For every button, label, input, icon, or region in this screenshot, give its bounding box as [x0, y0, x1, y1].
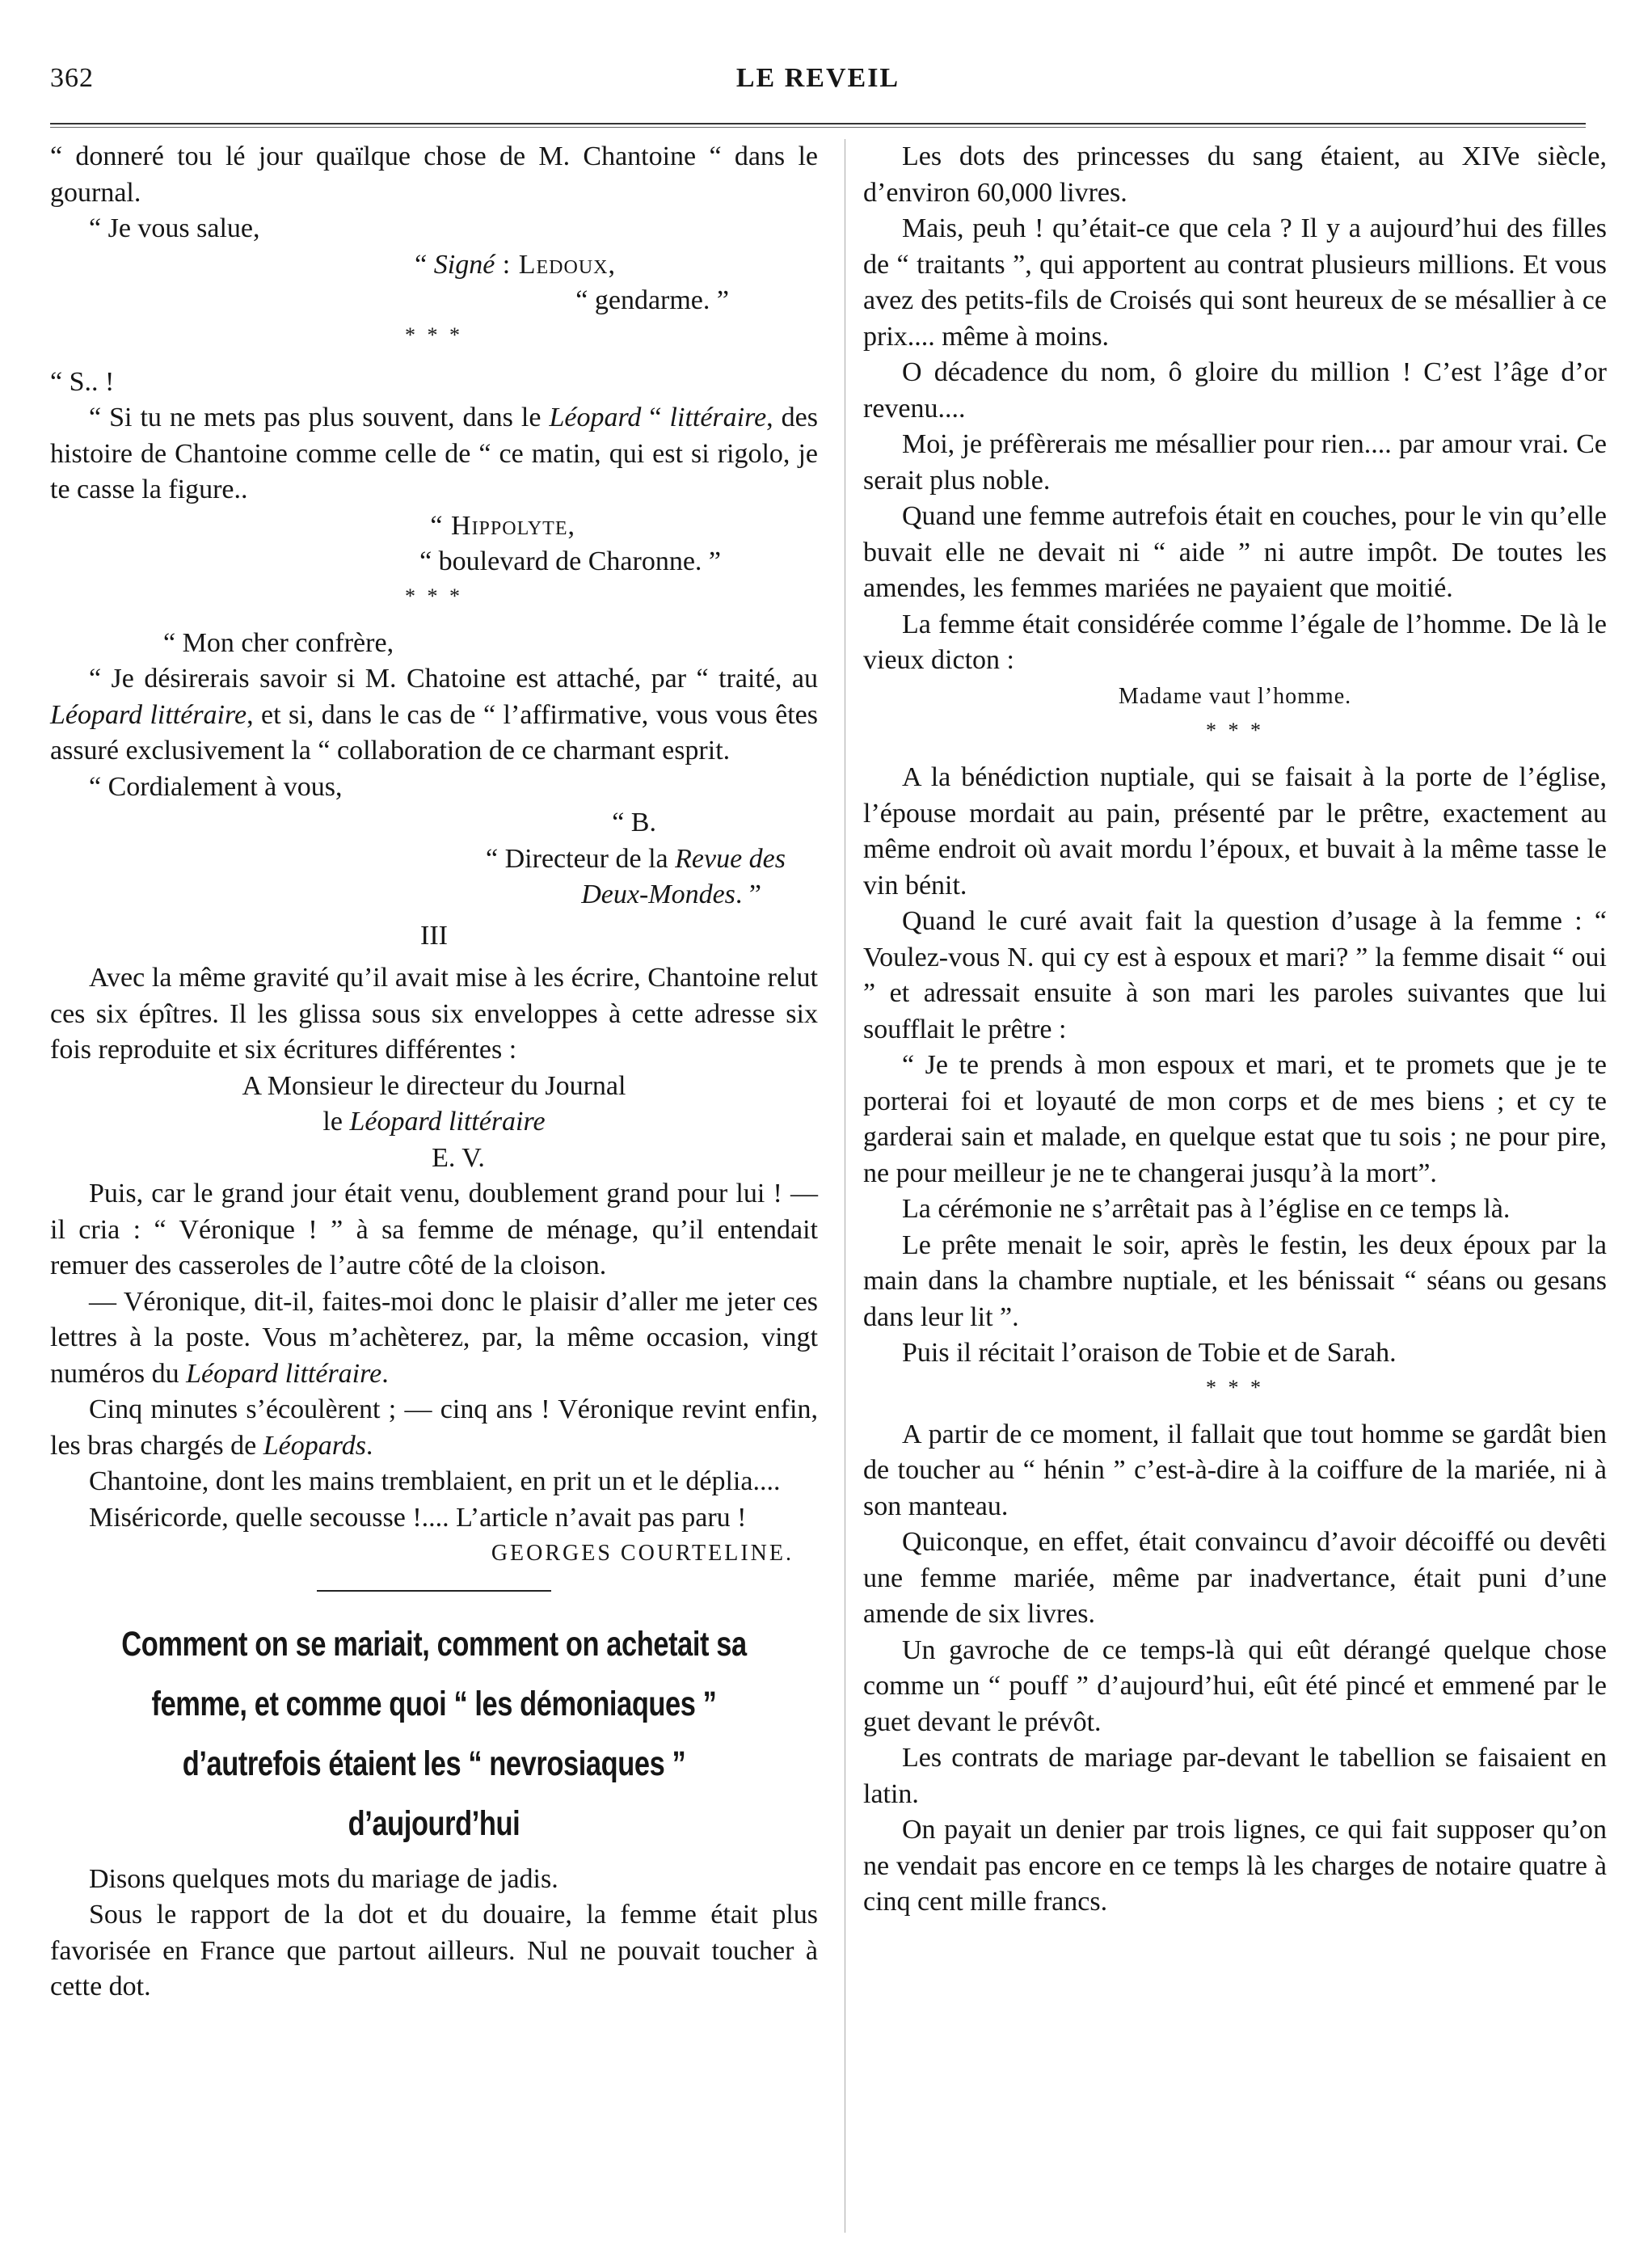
- paragraph: La femme était considérée comme l’égale de l’homme. De là le vieux dicton :: [863, 609, 1607, 675]
- paragraph: Mais, peuh ! qu’était-ce que cela ? Il y a aujourd’hui des filles de “ traitants ”, qui apportent au contrat plusieurs millions. Et vous avez des petits-fils de Croisés qui sont heureux de se mésallier à ce prix.... même à moins.: [863, 213, 1607, 352]
- asterism: * * *: [1206, 1375, 1264, 1399]
- signature-address: “ boulevard de Charonne. ”: [419, 546, 721, 576]
- author-signature: GEORGES COURTELINE.: [491, 1541, 794, 1566]
- right-column: [863, 139, 1607, 1921]
- paragraph: — Véronique, dit-il, faites-moi donc le plaisir d’aller me jeter ces lettres à la poste. Vous m’achèterez, par, la même occasion, vingt numéros du Léopard littéraire.: [50, 1286, 818, 1389]
- letter-text: “ donneré tou lé jour quaïlque chose de M. Chantoine “ dans le gournal.: [50, 141, 818, 208]
- paragraph: Le prête menait le soir, après le festin, les deux époux par la main dans la chambre nuptiale, et les bénissait “ séans ou gesans dans leur lit ”.: [863, 1230, 1607, 1332]
- paragraph: Moi, je préfèrerais me mésallier pour rien.... par amour vrai. Ce serait plus noble.: [863, 429, 1607, 496]
- paragraph: Quand le curé avait fait la question d’usage à la femme : “ Voulez-vous N. qui cy est à espoux et mari? ” la femme disait “ oui ” et adressait ensuite à son mari les paroles suivantes que lui soufflait le prêtre :: [863, 906, 1607, 1044]
- paragraph: A partir de ce moment, il fallait que tout homme se gardât bien de toucher au “ hénin ” c’est-à-dire à la coiffure de la mariée, ni à son manteau.: [863, 1419, 1607, 1521]
- letter-closing: “ Cordialement à vous,: [89, 771, 343, 802]
- header-rule: [50, 123, 1586, 128]
- paragraph: Quand une femme autrefois était en couches, pour le vin qu’elle buvait elle ne devait ni “ aide ” ni autre impôt. De toutes les amendes, les femmes mariées ne payaient que moitié.: [863, 501, 1607, 603]
- paragraph: Cinq minutes s’écoulèrent ; — cinq ans ! Véronique revint enfin, les bras chargés de Léopards.: [50, 1394, 818, 1461]
- signature-title: “ Directeur de la Revue des: [486, 843, 786, 874]
- paragraph: Quiconque, en effet, était convaincu d’avoir décoiffé ou devêti une femme mariée, même par inadvertance, était puni d’une amende de six livres.: [863, 1527, 1607, 1629]
- signature-line: “ Signé : Ledoux,: [415, 249, 616, 280]
- letter-text: “ Si tu ne mets pas plus souvent, dans le Léopard “ littéraire, des histoire de Chantoine comme celle de “ ce matin, qui est si rigolo, je te casse la figure..: [50, 403, 819, 504]
- running-title: LE REVEIL: [735, 63, 900, 93]
- paragraph: Les dots des princesses du sang étaient, au XIVe siècle, d’environ 60,000 livres.: [863, 141, 1607, 208]
- signature-title: Deux-Mondes. ”: [581, 879, 761, 909]
- paragraph: Disons quelques mots du mariage de jadis.: [89, 1863, 558, 1894]
- paragraph: Chantoine, dont les mains tremblaient, en prit un et le déplia....: [89, 1466, 781, 1496]
- paragraph: Les contrats de mariage par-devant le tabellion se faisaient en latin.: [863, 1743, 1607, 1809]
- letter-opening: “ S.. !: [50, 366, 115, 397]
- paragraph: O décadence du nom, ô gloire du million ! C’est l’âge d’or revenu....: [863, 357, 1607, 424]
- paragraph: La cérémonie ne s’arrêtait pas à l’église en ce temps là.: [902, 1194, 1511, 1224]
- paragraph: Miséricorde, quelle secousse !.... L’article n’avait pas paru !: [89, 1502, 747, 1533]
- paragraph: Puis il récitait l’oraison de Tobie et de Sarah.: [902, 1338, 1397, 1368]
- letter-text: “ Je désirerais savoir si M. Chatoine est attaché, par “ traité, au Léopard littéraire, et si, dans le cas de “ l’affirmative, vous vous êtes assuré exclusivement la “ collaboration de ce charmant esprit.: [50, 664, 818, 766]
- page-header: [50, 63, 1586, 112]
- paragraph: A la bénédiction nuptiale, qui se faisait à la porte de l’église, l’épouse mordait au pain, présenté par le prêtre, exactement au même endroit où avait mordu l’époux, et buvait à la même tasse le vin bénit.: [863, 762, 1607, 901]
- signature-name: “ Hippolyte,: [430, 510, 575, 541]
- signature-name: “ B.: [612, 808, 656, 837]
- article-separator: [317, 1590, 551, 1592]
- proverb: Madame vaut l’homme.: [1118, 683, 1352, 709]
- address-line: le Léopard littéraire: [322, 1107, 546, 1137]
- signature-role: “ gendarme. ”: [575, 285, 729, 315]
- letter-salutation: “ Je vous salue,: [89, 213, 260, 243]
- letter-salutation: “ Mon cher confrère,: [163, 627, 394, 658]
- paragraph: Sous le rapport de la dot et du douaire, la femme était plus favorisée en France que partout ailleurs. Nul ne pouvait toucher à cette dot.: [50, 1900, 818, 2001]
- paragraph: On payait un denier par trois lignes, ce qui fait supposer qu’on ne vendait pas encore en ce temps là les charges de notaire quatre à cinq cent mille francs.: [863, 1815, 1607, 1917]
- address-line: E. V.: [432, 1142, 485, 1173]
- section-number: III: [420, 920, 448, 951]
- paragraph: “ Je te prends à mon espoux et mari, et te promets que je te porterai foi et loyauté de mon corps et de mes biens ; et cy te garderai sain et malade, en quelque estat que tu sois ; ne pour pire, ne pour meilleur je ne te changerai jusqu’à la mort”.: [863, 1050, 1607, 1188]
- asterism: * * *: [405, 323, 463, 347]
- left-column: [50, 139, 818, 2006]
- paragraph: Avec la même gravité qu’il avait mise à les écrire, Chantoine relut ces six épîtres. Il les glissa sous six enveloppes à cette adresse six fois reproduite et six écritures différentes :: [50, 963, 818, 1065]
- article-headline: Comment on se mariait, comment on achetait sa femme, et comme quoi “ les démoniaques ” d’autrefois étaient les “ nevrosiaques ” d’aujourd’hui: [121, 1624, 747, 1843]
- paragraph: Puis, car le grand jour était venu, doublement grand pour lui ! — il cria : “ Véronique ! ” à sa femme de ménage, qu’il entendait remuer des casseroles de l’autre côté de la cloison.: [50, 1179, 818, 1280]
- asterism: * * *: [1206, 719, 1264, 742]
- asterism: * * *: [405, 584, 463, 608]
- page-number: 362: [50, 63, 94, 93]
- address-line: A Monsieur le directeur du Journal: [242, 1070, 626, 1101]
- paragraph: Un gavroche de ce temps-là qui eût dérangé quelque chose comme un “ pouff ” d’aujourd’hui, eût été pincé et emmené par le guet devant le prévôt.: [863, 1634, 1607, 1737]
